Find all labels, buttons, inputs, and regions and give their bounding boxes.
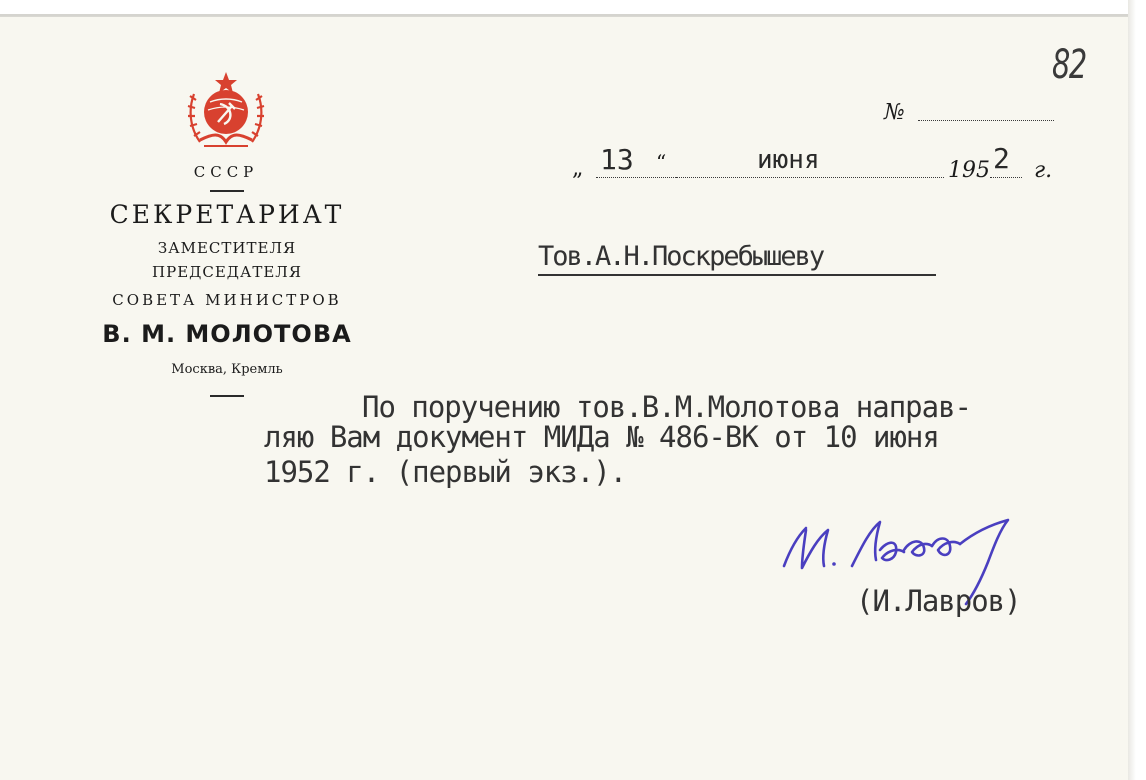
date-month: июня [757,145,820,175]
letterhead-country: СССР [193,163,259,181]
letterhead-name: В. М. МОЛОТОВА [102,320,352,348]
date-year-line [990,177,1022,178]
letterhead-line-deputy: ЗАМЕСТИТЕЛЯ [157,239,297,257]
date-month-line [676,177,944,178]
date-day-line [596,177,676,178]
body-line-1: По поручению тов.В.М.Молотова направ- [362,390,972,424]
date-close-quote: “ [656,150,667,174]
signatory-name: (И.Лавров) [856,584,1021,618]
body-line-2: ляю Вам документ МИДа № 486-ВК от 10 июня [264,420,939,454]
letterhead-divider-bottom [210,395,244,397]
date-day: 13 [600,143,634,176]
addressee: Тов.А.Н.Поскребышеву [538,241,824,272]
addressee-underline [538,274,936,276]
letterhead-office: СЕКРЕТАРИАТ [109,200,345,229]
date-year-prefix: 195 [948,158,990,183]
date-year-suffix: г. [1034,158,1053,183]
number-label: № [884,100,905,125]
letterhead-line-chairman: ПРЕДСЕДАТЕЛЯ [152,263,302,281]
number-field [918,120,1054,121]
date-open-quote: „ [572,156,584,181]
letterhead-place: Москва, Кремль [171,362,283,377]
letterhead-divider [210,190,244,192]
scan-margin [1128,0,1146,780]
ussr-emblem-icon [186,70,266,154]
date-year-digit: 2 [993,142,1010,175]
archive-sheet-number: 82 [1052,42,1086,88]
body-line-3: 1952 г. (первый экз.). [264,455,627,489]
letterhead-line-council: СОВЕТА МИНИСТРОВ [112,291,342,309]
